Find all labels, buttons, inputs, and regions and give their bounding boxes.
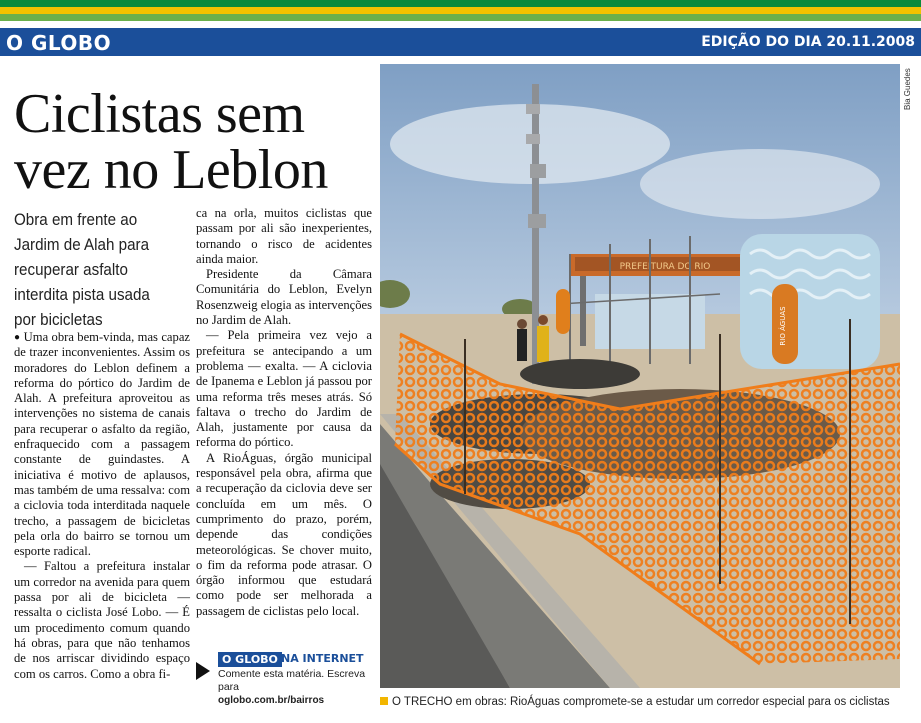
- photo-credit: Bia Guedes: [903, 68, 912, 110]
- bullet-icon: ●: [14, 332, 21, 343]
- promo-logo: O GLOBO: [218, 652, 282, 667]
- photo-caption: O TRECHO em obras: RioÁguas compromete-se a estudar um corredor especial para os ciclistas: [380, 696, 910, 708]
- sign-main-text: PREFEITURA DO RIO: [619, 262, 711, 272]
- paragraph: Presidente da Câmara Comunitária do Leblon, Evelyn Rosenzweig elogia as intervenções no Jardim de Alah.: [196, 267, 372, 328]
- masthead: [0, 28, 921, 56]
- edition-date: EDIÇÃO DO DIA 20.11.2008: [701, 34, 915, 50]
- paragraph: — Pela primeira vez vejo a prefeitura se antecipando a um problema — exalta. — A ciclovia de Ipanema e Leblon já passou por uma reforma três meses atrás. Só faltava o trecho do Jardim de Alah, justamente por causa da reforma do pórtico.: [196, 328, 372, 450]
- promo-link[interactable]: oglobo.com.br/bairros: [218, 695, 325, 706]
- subheadline: Obra em frente ao Jardim de Alah para recuperar asfalto interdita pista usada por bicicletas: [14, 211, 150, 329]
- top-color-stripes: [0, 0, 921, 28]
- headline: Ciclistas sem vez no Leblon: [14, 83, 328, 201]
- paragraph: ● Uma obra bem-vinda, mas capaz de trazer inconvenientes. Assim os moradores do Leblon definem a reforma do pórtico do Jardim de Alah. A prefeitura aproveitou as intervenções no sistema de canais para recuperar o asfalto da região, enfraquecido com a passagem constante de guindastes. A iniciativa é motivo de aplausos, mas também de uma ressalva: com a ciclovia toda interditada naquele trecho, a passagem de bicicletas pela orla do bairro se tornou um esporte radical.: [14, 330, 190, 559]
- play-arrow-icon: [196, 662, 210, 680]
- article-column-1: [14, 330, 190, 682]
- article-column-2: [196, 206, 372, 619]
- news-photo: [380, 64, 900, 688]
- paragraph: — Faltou a prefeitura instalar um corredor na avenida para quem passa por ali de bicicleta — ressalta o ciclista José Lobo. — É um procedimento comum quando há obras, para que não tenhamos de nos arriscar dividindo espaço com os carros. Como a obra fi-: [14, 559, 190, 681]
- newspaper-logo: O GLOBO: [6, 31, 112, 55]
- promo-tag: NA INTERNET: [281, 652, 364, 665]
- paragraph: ca na orla, muitos ciclistas que passam por ali são inexperientes, tornando o risco de acidentes ainda maior.: [196, 206, 372, 266]
- paragraph: A RioÁguas, órgão municipal responsável pela obra, afirma que a recuperação da ciclovia deve ser concluída em um mês. O cumprimento do prazo, porém, depende das condições meteorológicas. Se chover muito, o fim da reforma pode atrasar. O órgão informou que estudará como pode ser melhorada a passagem de ciclistas pelo local.: [196, 450, 372, 618]
- caption-square-icon: [380, 697, 388, 705]
- sign-side-text: RIO ÁGUAS: [779, 306, 787, 346]
- promo-text: Comente esta matéria. Escreva para: [218, 668, 366, 693]
- internet-promo: [196, 652, 372, 712]
